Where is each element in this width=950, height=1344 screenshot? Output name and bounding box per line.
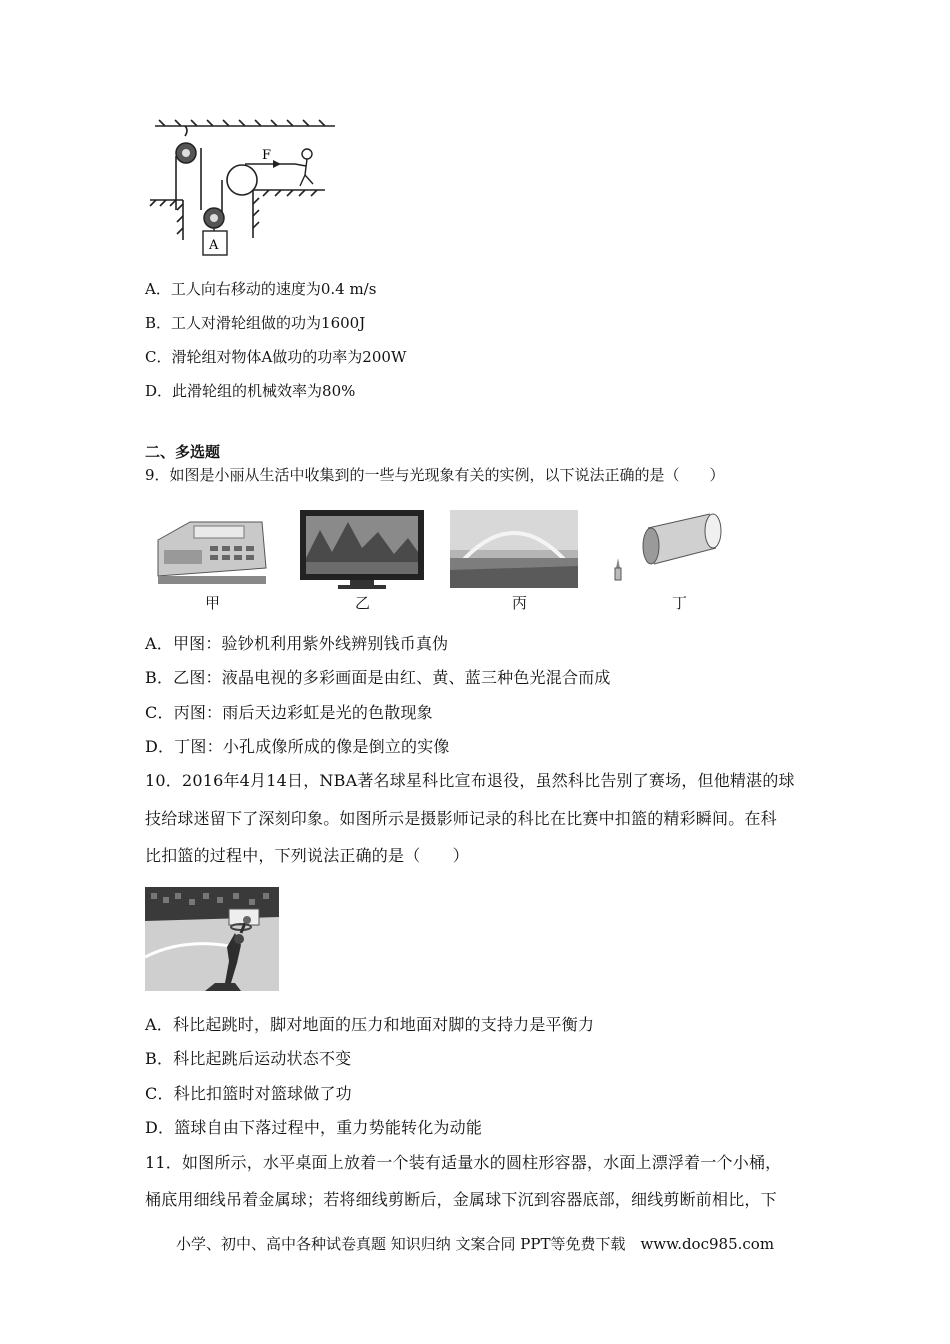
q8-option-c: C．滑轮组对物体A做功的功率为200W [145, 348, 407, 366]
lcd-tv-image [298, 508, 426, 592]
caption-jia: 甲 [205, 594, 221, 612]
caption-yi: 乙 [355, 594, 371, 612]
q9-option-c: C．丙图：雨后天边彩虹是光的色散现象 [145, 703, 433, 722]
page-footer: 小学、初中、高中各种试卷真题 知识归纳 文案合同 PPT等免费下载 www.doc985.com [175, 1235, 775, 1253]
q10-option-c: C．科比扣篮时对篮球做了功 [145, 1084, 352, 1103]
q9-option-a: A．甲图：验钞机利用紫外线辨别钱币真伪 [145, 634, 449, 653]
basketball-dunk-photo [145, 887, 279, 991]
q10-stem-line-1: 10．2016年4月14日，NBA著名球星科比宣布退役，虽然科比告别了赛场，但他精湛的球 [145, 771, 795, 790]
rainbow-image [450, 510, 578, 588]
money-detector-image [150, 510, 272, 588]
caption-ding: 丁 [672, 594, 688, 612]
q10-option-d: D．篮球自由下落过程中，重力势能转化为动能 [145, 1118, 483, 1137]
q9-stem: 9．如图是小丽从生活中收集到的一些与光现象有关的实例，以下说法正确的是（ ） [145, 466, 725, 484]
caption-bing: 丙 [512, 594, 528, 612]
q8-option-b: B．工人对滑轮组做的功为1600J [145, 314, 366, 332]
q10-stem-line-3: 比扣篮的过程中，下列说法正确的是（ ） [145, 846, 470, 865]
q11-stem-line-1: 11．如图所示，水平桌面上放着一个装有适量水的圆柱形容器，水面上漂浮着一个小桶， [145, 1153, 782, 1172]
section-title: 二、多选题 [145, 443, 221, 461]
q8-option-a: A．工人向右移动的速度为0.4 m/s [145, 280, 377, 298]
q8-option-d: D．此滑轮组的机械效率为80% [145, 382, 356, 400]
q10-stem-line-2: 技给球迷留下了深刻印象。如图所示是摄影师记录的科比在比赛中扣篮的精彩瞬间。在科 [145, 809, 777, 828]
q9-option-d: D．丁图：小孔成像所成的像是倒立的实像 [145, 737, 450, 756]
q10-option-b: B．科比起跳后运动状态不变 [145, 1049, 352, 1068]
pulley-system-figure [145, 118, 340, 258]
q9-option-b: B．乙图：液晶电视的多彩画面是由红、黄、蓝三种色光混合而成 [145, 668, 611, 687]
force-label: F [262, 148, 272, 163]
q11-stem-line-2: 桶底用细线吊着金属球；若将细线剪断后，金属球下沉到容器底部，细线剪断前相比，下 [145, 1190, 777, 1209]
q10-option-a: A．科比起跳时，脚对地面的压力和地面对脚的支持力是平衡力 [145, 1015, 595, 1034]
block-label: A [209, 238, 219, 253]
pinhole-camera-image [612, 510, 724, 588]
